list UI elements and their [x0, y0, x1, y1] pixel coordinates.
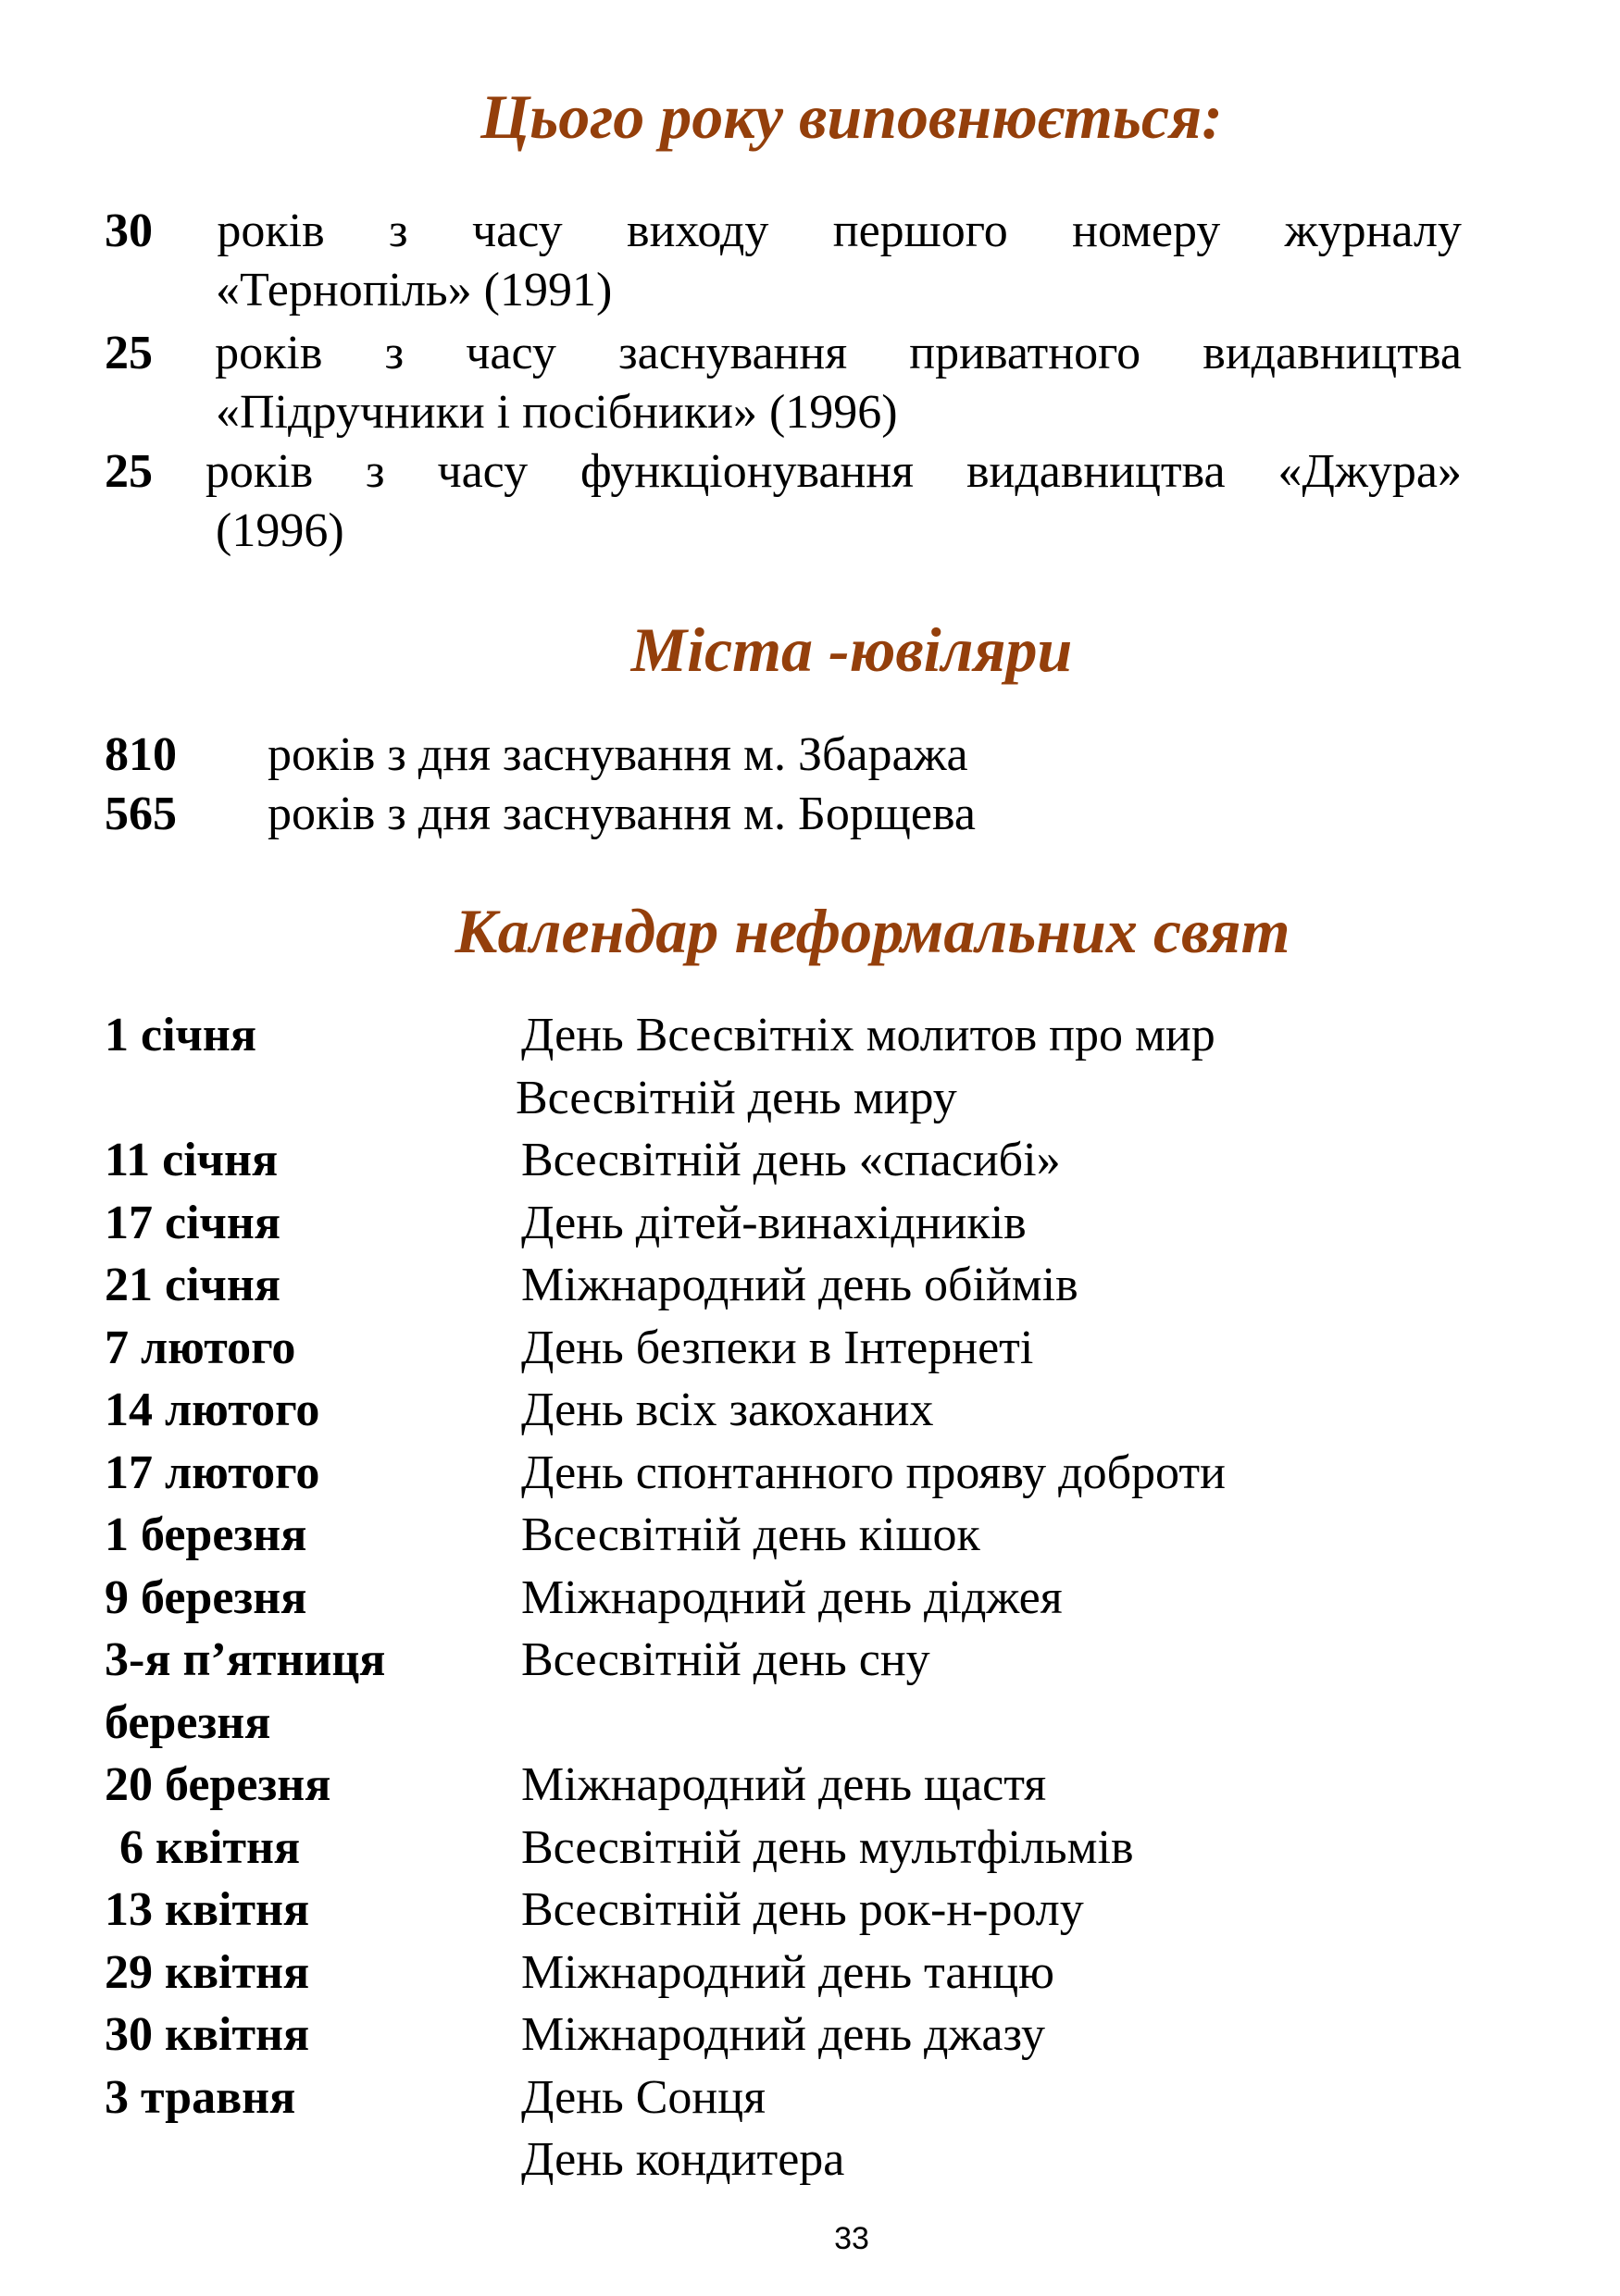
anniversary-word: першого — [832, 205, 1008, 257]
calendar-date: 9 березня — [105, 1570, 307, 1624]
anniversary-word: років — [215, 327, 323, 379]
city-item — [105, 726, 968, 785]
city-item — [105, 785, 976, 844]
calendar-row — [105, 1379, 1493, 1442]
holiday-name: День кондитера — [521, 2133, 845, 2186]
holiday-name: Всесвітній день рок-н-ролу — [521, 1883, 1084, 1936]
city-text: років з дня заснування м. Збаража — [268, 728, 968, 781]
holiday-name: Всесвітній день «спасибі» — [521, 1134, 1061, 1186]
city-text: років з дня заснування м. Борщева — [268, 788, 976, 840]
anniversary-item — [105, 324, 1462, 442]
anniversary-word: номеру — [1072, 205, 1221, 257]
calendar-heading: Календар неформальних свят — [455, 896, 1290, 966]
anniversary-word: приватного — [909, 327, 1141, 379]
anniversary-number: 25 — [105, 327, 153, 379]
calendar-date: 7 лютого — [105, 1321, 296, 1374]
holiday-name: Міжнародний день діджея — [521, 1570, 1063, 1624]
anniversary-word: виходу — [627, 205, 769, 257]
anniversary-word: років — [205, 445, 314, 498]
calendar-row — [105, 1192, 1493, 1255]
anniversary-word: років — [217, 205, 325, 257]
calendar-date: 30 квітня — [105, 2008, 310, 2061]
anniversary-number: 25 — [105, 445, 153, 498]
anniversary-word: «Джура» — [1277, 445, 1462, 498]
anniversary-word: видавництва — [966, 445, 1226, 498]
anniversary-number: 30 — [105, 205, 153, 257]
calendar-date: 21 січня — [105, 1259, 280, 1311]
calendar-date: 3-я п’ятниця — [105, 1633, 386, 1686]
holiday-name: Міжнародний день обіймів — [521, 1259, 1078, 1311]
calendar-row — [105, 2004, 1493, 2066]
holiday-calendar — [105, 1004, 1493, 2191]
calendar-date: 20 березня — [105, 1758, 331, 1811]
calendar-row — [105, 2066, 1493, 2191]
anniversary-word: заснування — [618, 327, 848, 379]
city-number: 565 — [105, 788, 177, 840]
calendar-date: 1 січня — [105, 1009, 256, 1061]
calendar-row — [105, 1254, 1493, 1317]
holiday-name: Всесвітній день кішок — [521, 1508, 980, 1561]
holiday-name: Всесвітній день миру — [516, 1071, 957, 1124]
anniversary-item — [105, 442, 1462, 561]
anniversary-continuation: «Тернопіль» (1991) — [216, 264, 613, 316]
calendar-date: 11 січня — [105, 1134, 279, 1186]
calendar-date: 3 травня — [105, 2070, 296, 2124]
holiday-name: День Всесвітніх молитов про мир — [521, 1009, 1215, 1061]
anniversaries-heading: Цього року виповнюється: — [480, 81, 1223, 152]
anniversary-word: часу — [437, 445, 529, 498]
calendar-date: 17 лютого — [105, 1446, 320, 1499]
anniversary-word: з — [389, 205, 408, 257]
calendar-date: березня — [105, 1695, 271, 1749]
anniversary-word: з — [384, 327, 405, 379]
holiday-name: День Сонця — [521, 2070, 766, 2124]
anniversary-word: часу — [466, 327, 556, 379]
calendar-row — [105, 1004, 1493, 1129]
calendar-row — [105, 1942, 1493, 2004]
calendar-date: 6 квітня — [119, 1820, 301, 1874]
holiday-name: Міжнародний день танцю — [521, 1945, 1054, 1999]
anniversary-word: журналу — [1284, 205, 1462, 257]
holiday-name: День спонтанного прояву доброти — [521, 1446, 1226, 1499]
calendar-row — [105, 1817, 1493, 1880]
calendar-date: 17 січня — [105, 1196, 280, 1249]
holiday-name: Всесвітній день мультфільмів — [521, 1820, 1134, 1874]
page-number: 33 — [834, 2221, 869, 2256]
calendar-row — [105, 1317, 1493, 1380]
calendar-row — [105, 1629, 1493, 1692]
calendar-date: 1 березня — [105, 1508, 307, 1561]
holiday-name: Всесвітній день сну — [521, 1633, 930, 1686]
anniversary-item — [105, 202, 1462, 320]
holiday-name: Міжнародний день джазу — [521, 2008, 1045, 2061]
city-number: 810 — [105, 728, 177, 781]
calendar-date: 13 квітня — [105, 1883, 310, 1936]
calendar-row — [105, 1879, 1493, 1942]
anniversary-continuation: (1996) — [216, 504, 344, 557]
cities-heading: Міста -ювіляри — [630, 614, 1073, 685]
holiday-name: День дітей-винахідників — [521, 1196, 1027, 1249]
holiday-name: День безпеки в Інтернеті — [521, 1321, 1034, 1374]
calendar-row — [105, 1129, 1493, 1192]
calendar-row — [105, 1567, 1493, 1630]
calendar-row — [105, 1442, 1493, 1505]
anniversary-word: часу — [471, 205, 563, 257]
calendar-row — [105, 1504, 1493, 1567]
anniversary-word: функціонування — [579, 445, 915, 498]
calendar-date: 14 лютого — [105, 1384, 320, 1436]
holiday-name: Міжнародний день щастя — [521, 1758, 1047, 1811]
holiday-name: День всіх закоханих — [521, 1384, 934, 1436]
calendar-row — [105, 1754, 1493, 1817]
calendar-row — [105, 1692, 1493, 1755]
anniversary-word: видавництва — [1203, 327, 1462, 379]
anniversary-continuation: «Підручники і посібники» (1996) — [216, 386, 898, 439]
calendar-date: 29 квітня — [105, 1945, 310, 1999]
anniversary-word: з — [366, 445, 385, 498]
